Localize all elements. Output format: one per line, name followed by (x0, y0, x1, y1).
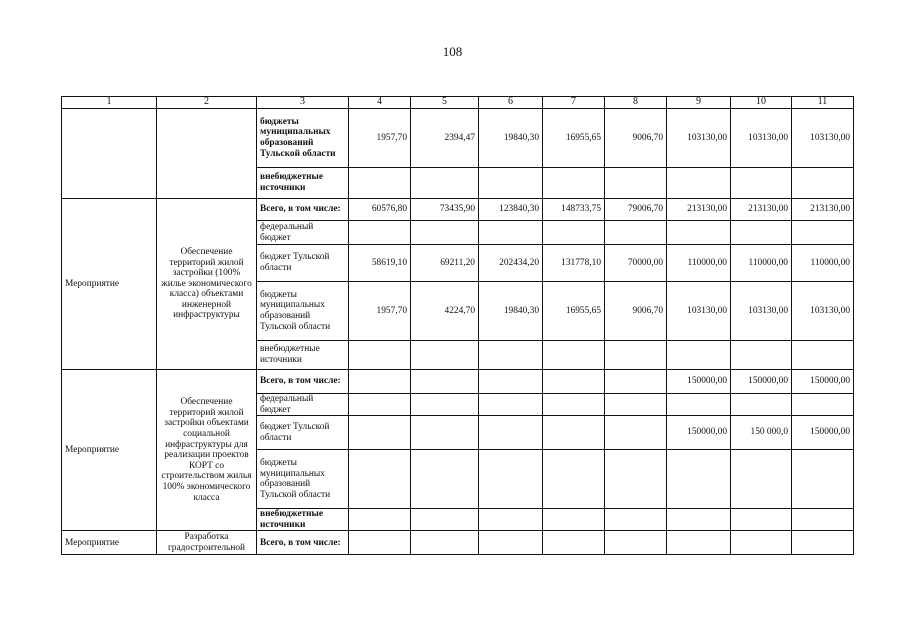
value-cell (667, 394, 731, 416)
value-cell (479, 221, 543, 245)
value-cell: 70000,00 (605, 245, 667, 282)
value-cell: 131778,10 (543, 245, 605, 282)
value-cell (667, 531, 731, 555)
funding-source-cell: внебюджетные источники (257, 509, 349, 531)
value-cell (411, 370, 479, 394)
value-cell (543, 341, 605, 370)
value-cell (731, 168, 792, 199)
value-cell: 60576,80 (349, 199, 411, 221)
value-cell (411, 416, 479, 450)
value-cell (543, 370, 605, 394)
value-cell: 150000,00 (731, 370, 792, 394)
column-header: 7 (543, 97, 605, 109)
value-cell (543, 509, 605, 531)
activity-type-cell: Мероприятие (62, 370, 157, 531)
value-cell: 2394,47 (411, 109, 479, 168)
value-cell: 103130,00 (731, 109, 792, 168)
value-cell (349, 531, 411, 555)
value-cell (605, 509, 667, 531)
value-cell: 16955,65 (543, 109, 605, 168)
value-cell (605, 450, 667, 509)
value-cell (479, 531, 543, 555)
funding-source-cell: Всего, в том числе: (257, 199, 349, 221)
value-cell: 19840,30 (479, 282, 543, 341)
value-cell: 213130,00 (667, 199, 731, 221)
header-row (62, 97, 854, 109)
value-cell: 213130,00 (792, 199, 854, 221)
value-cell (411, 341, 479, 370)
value-cell: 148733,75 (543, 199, 605, 221)
value-cell (792, 168, 854, 199)
value-cell: 103130,00 (667, 109, 731, 168)
value-cell (667, 221, 731, 245)
value-cell (349, 509, 411, 531)
value-cell (543, 394, 605, 416)
value-cell (667, 450, 731, 509)
page-number: 108 (442, 44, 463, 59)
value-cell (479, 394, 543, 416)
value-cell (543, 221, 605, 245)
value-cell: 103130,00 (792, 109, 854, 168)
table-row (62, 109, 854, 168)
value-cell (543, 168, 605, 199)
table-row (62, 531, 854, 555)
column-header: 8 (605, 97, 667, 109)
value-cell: 150000,00 (667, 370, 731, 394)
value-cell: 150000,00 (792, 370, 854, 394)
value-cell: 73435,90 (411, 199, 479, 221)
funding-source-cell: внебюджетные источники (257, 168, 349, 199)
funding-source-cell: федеральный бюджет (257, 394, 349, 416)
value-cell (605, 341, 667, 370)
value-cell (479, 509, 543, 531)
funding-source-cell: Всего, в том числе: (257, 531, 349, 555)
value-cell (543, 450, 605, 509)
value-cell (349, 450, 411, 509)
value-cell: 103130,00 (667, 282, 731, 341)
value-cell (411, 168, 479, 199)
activity-name-cell: Разработка градостроительной (157, 531, 257, 555)
funding-source-cell: бюджет Тульской области (257, 245, 349, 282)
value-cell: 103130,00 (731, 282, 792, 341)
column-header: 2 (157, 97, 257, 109)
activity-name-cell (157, 109, 257, 199)
table-row (62, 370, 854, 394)
value-cell: 123840,30 (479, 199, 543, 221)
value-cell (731, 531, 792, 555)
value-cell: 110000,00 (667, 245, 731, 282)
column-header: 11 (792, 97, 854, 109)
value-cell (667, 509, 731, 531)
value-cell (479, 450, 543, 509)
value-cell (605, 531, 667, 555)
activity-type-cell: Мероприятие (62, 199, 157, 370)
value-cell (349, 416, 411, 450)
table-row (62, 199, 854, 221)
value-cell (605, 370, 667, 394)
value-cell: 58619,10 (349, 245, 411, 282)
activity-type-cell: Мероприятие (62, 531, 157, 555)
column-header: 6 (479, 97, 543, 109)
column-header: 1 (62, 97, 157, 109)
value-cell: 4224,70 (411, 282, 479, 341)
value-cell: 16955,65 (543, 282, 605, 341)
value-cell: 150000,00 (792, 416, 854, 450)
value-cell: 110000,00 (792, 245, 854, 282)
value-cell: 9006,70 (605, 282, 667, 341)
value-cell (479, 370, 543, 394)
value-cell (667, 341, 731, 370)
value-cell (792, 531, 854, 555)
value-cell: 9006,70 (605, 109, 667, 168)
value-cell (731, 509, 792, 531)
funding-source-cell: бюджет Тульской области (257, 416, 349, 450)
value-cell (792, 394, 854, 416)
value-cell: 213130,00 (731, 199, 792, 221)
activity-name-cell: Обеспечение территорий жилой застройки объектами социальной инфраструктуры для реализации проектов КОРТ со строительством жилья 100% экономического класса (157, 370, 257, 531)
funding-source-cell: бюджеты муниципальных образований Тульской области (257, 109, 349, 168)
value-cell (411, 394, 479, 416)
value-cell: 69211,20 (411, 245, 479, 282)
value-cell (667, 168, 731, 199)
value-cell (605, 168, 667, 199)
value-cell (349, 168, 411, 199)
column-header: 10 (731, 97, 792, 109)
value-cell (605, 394, 667, 416)
budget-table (61, 96, 854, 555)
value-cell (605, 416, 667, 450)
value-cell (792, 341, 854, 370)
value-cell (411, 221, 479, 245)
value-cell (411, 531, 479, 555)
value-cell (479, 416, 543, 450)
value-cell: 150000,00 (667, 416, 731, 450)
value-cell (731, 221, 792, 245)
value-cell: 150 000,0 (731, 416, 792, 450)
activity-name-cell: Обеспечение территорий жилой застройки (100% жилье экономического класса) объектами инженерной инфраструктуры (157, 199, 257, 370)
value-cell: 110000,00 (731, 245, 792, 282)
value-cell (411, 450, 479, 509)
funding-source-cell: Всего, в том числе: (257, 370, 349, 394)
value-cell (479, 341, 543, 370)
value-cell: 19840,30 (479, 109, 543, 168)
value-cell (792, 221, 854, 245)
activity-type-cell (62, 109, 157, 199)
value-cell: 1957,70 (349, 109, 411, 168)
value-cell (479, 168, 543, 199)
column-header: 5 (411, 97, 479, 109)
value-cell: 79006,70 (605, 199, 667, 221)
value-cell (605, 221, 667, 245)
value-cell (543, 416, 605, 450)
value-cell (731, 450, 792, 509)
value-cell (731, 341, 792, 370)
value-cell: 1957,70 (349, 282, 411, 341)
value-cell (349, 394, 411, 416)
value-cell (731, 394, 792, 416)
value-cell: 202434,20 (479, 245, 543, 282)
funding-source-cell: федеральный бюджет (257, 221, 349, 245)
funding-source-cell: бюджеты муниципальных образований Тульской области (257, 450, 349, 509)
value-cell (411, 509, 479, 531)
value-cell (543, 531, 605, 555)
value-cell (349, 370, 411, 394)
value-cell (792, 509, 854, 531)
value-cell (349, 341, 411, 370)
value-cell: 103130,00 (792, 282, 854, 341)
funding-source-cell: внебюджетные источники (257, 341, 349, 370)
value-cell (792, 450, 854, 509)
column-header: 4 (349, 97, 411, 109)
funding-source-cell: бюджеты муниципальных образований Тульской области (257, 282, 349, 341)
value-cell (349, 221, 411, 245)
column-header: 3 (257, 97, 349, 109)
column-header: 9 (667, 97, 731, 109)
